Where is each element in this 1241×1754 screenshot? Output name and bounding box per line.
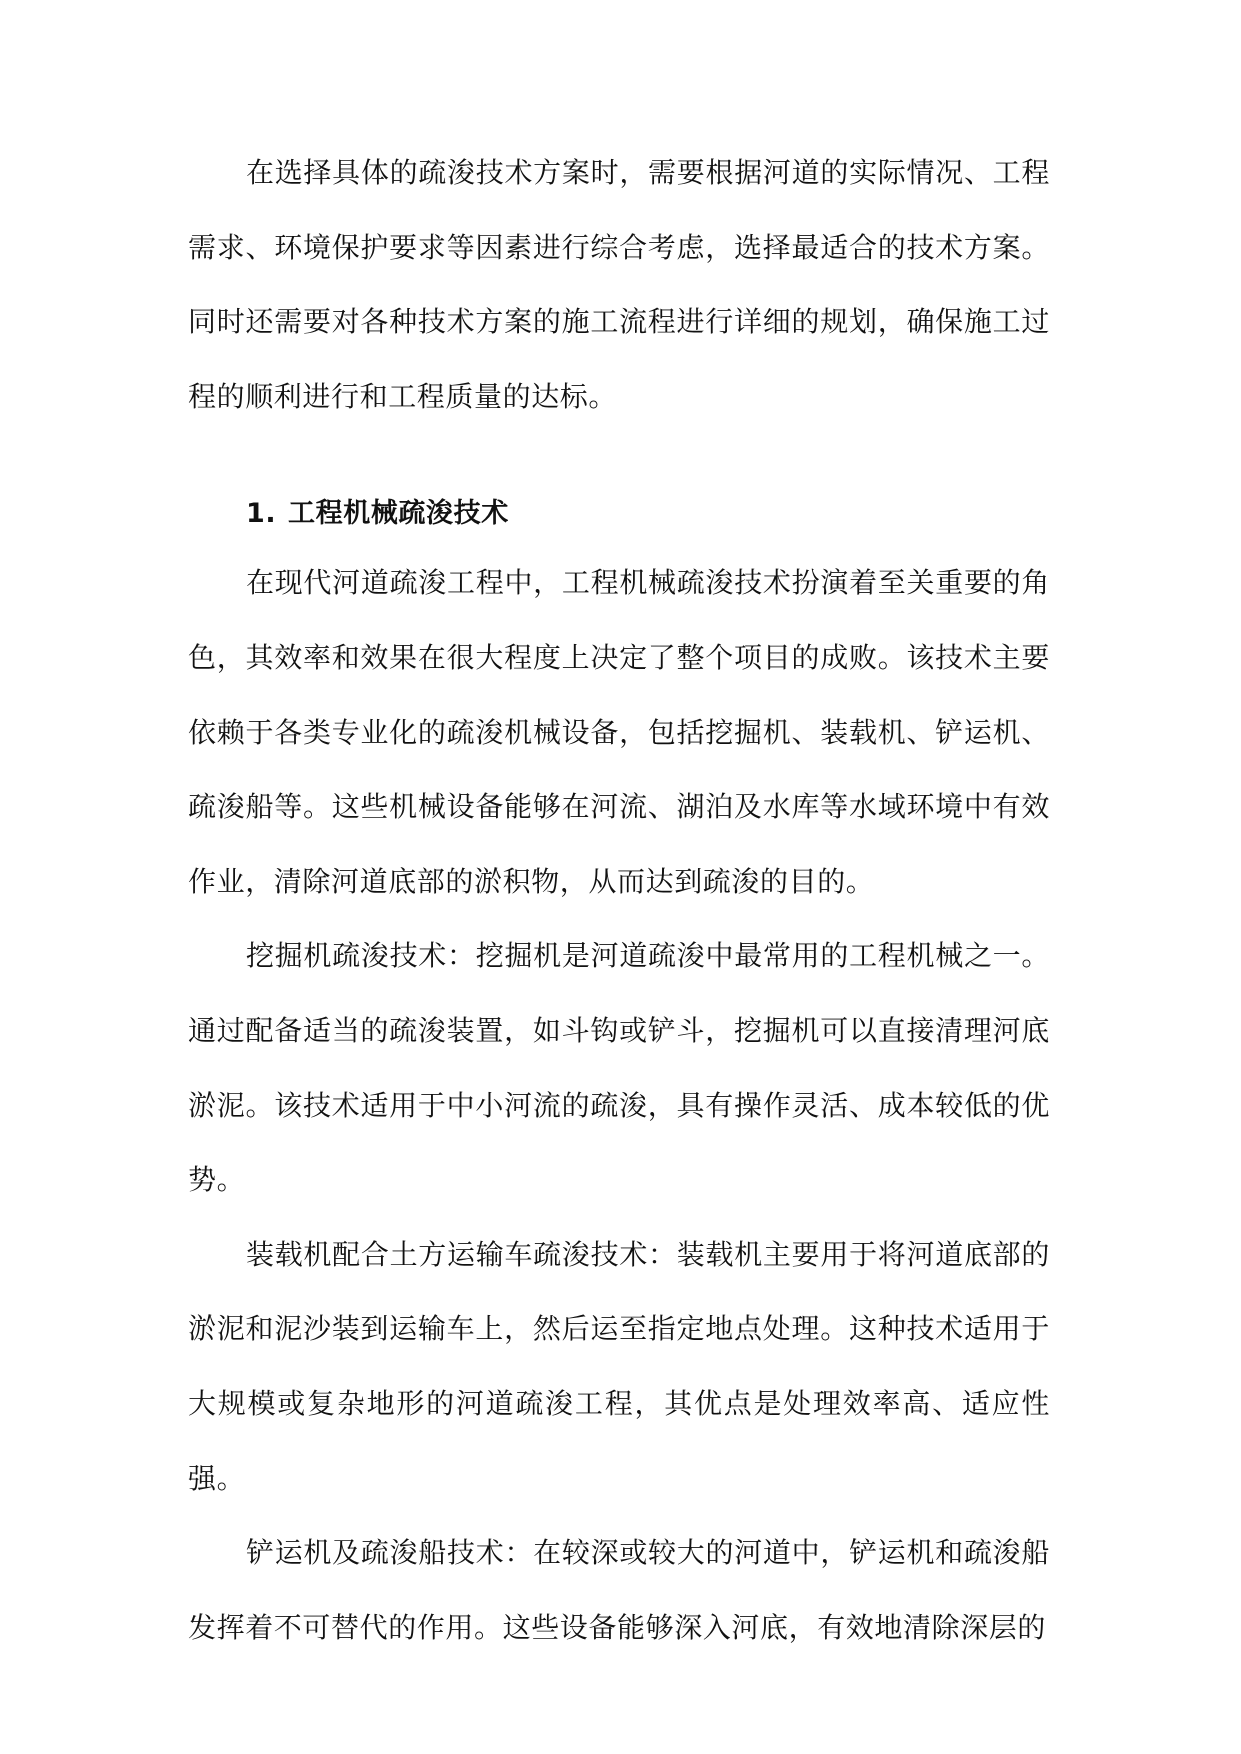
section-paragraph-scraper-dredger: 铲运机及疏浚船技术：在较深或较大的河道中，铲运机和疏浚船发挥着不可替代的作用。这些设备能够深入河底，有效地清除深层的 <box>188 1536 1050 1644</box>
document-body <box>188 136 1050 1665</box>
section-title: 工程机械疏浚技术 <box>288 498 509 530</box>
section-heading <box>188 434 1050 546</box>
section-paragraph-excavator: 挖掘机疏浚技术：挖掘机是河道疏浚中最常用的工程机械之一。通过配备适当的疏浚装置，如斗钩或铲斗，挖掘机可以直接清理河底淤泥。该技术适用于中小河流的疏浚，具有操作灵活、成本较低的优势。 <box>188 939 1050 1197</box>
section-paragraph-overview: 在现代河道疏浚工程中，工程机械疏浚技术扮演着至关重要的角色，其效率和效果在很大程度上决定了整个项目的成败。该技术主要依赖于各类专业化的疏浚机械设备，包括挖掘机、装载机、铲运机、疏浚船等。这些机械设备能够在河流、湖泊及水库等水域环境中有效作业，清除河道底部的淤积物，从而达到疏浚的目的。 <box>188 566 1050 898</box>
section-paragraph-loader: 装载机配合土方运输车疏浚技术：装载机主要用于将河道底部的淤泥和泥沙装到运输车上，然后运至指定地点处理。这种技术适用于大规模或复杂地形的河道疏浚工程，其优点是处理效率高、适应性强。 <box>188 1237 1050 1495</box>
intro-paragraph: 在选择具体的疏浚技术方案时，需要根据河道的实际情况、工程需求、环境保护要求等因素进行综合考虑，选择最适合的技术方案。同时还需要对各种技术方案的施工流程进行详细的规划，确保施工过程的顺利进行和工程质量的达标。 <box>188 156 1050 413</box>
section-number: 1. <box>246 498 277 530</box>
